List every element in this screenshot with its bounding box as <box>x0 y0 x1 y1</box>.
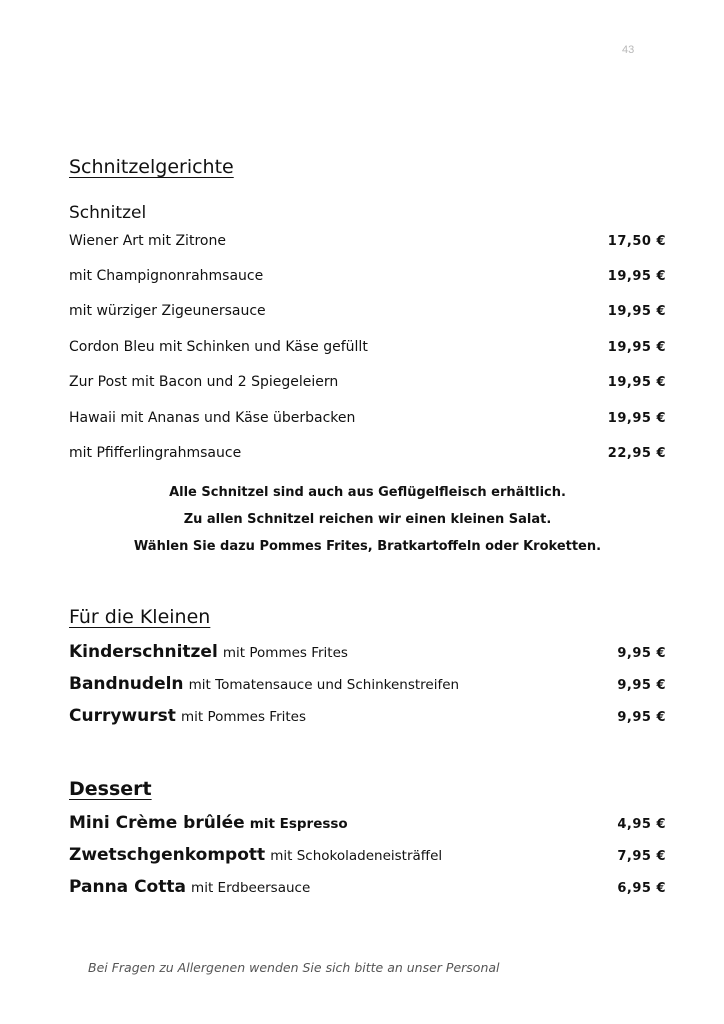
menu-item-detail: mit Erdbeersauce <box>191 880 311 896</box>
menu-item-price: 19,95 € <box>607 411 666 426</box>
menu-item-price: 19,95 € <box>607 375 666 390</box>
menu-item <box>69 303 666 325</box>
note-line: Wählen Sie dazu Pommes Frites, Bratkartoffeln oder Kroketten. <box>133 539 602 554</box>
menu-item-name: Mini Crème brûlée <box>69 813 245 833</box>
menu-item-price: 4,95 € <box>617 817 666 832</box>
menu-item-label <box>69 674 459 694</box>
menu-item-label <box>69 706 306 726</box>
menu-item-detail: mit Pommes Frites <box>180 709 307 725</box>
menu-item-price: 17,50 € <box>607 234 666 249</box>
menu-item-price: 19,95 € <box>607 269 666 284</box>
menu-item-label <box>69 845 442 865</box>
allergen-footer-note: Bei Fragen zu Allergenen wenden Sie sich bitte an unser Personal <box>88 960 500 975</box>
menu-item-detail: mit Tomatensauce und Schinkenstreifen <box>188 677 460 693</box>
menu-item-name: Zwetschgenkompott <box>69 845 266 865</box>
menu-item-name: Wiener Art mit Zitrone <box>69 233 226 249</box>
menu-item <box>69 706 666 728</box>
menu-item-name: Hawaii mit Ananas und Käse überbacken <box>69 410 356 426</box>
menu-item-price: 9,95 € <box>617 678 666 693</box>
menu-item <box>69 410 666 432</box>
section-title-kids: Für die Kleinen <box>69 606 211 628</box>
menu-item-price: 6,95 € <box>617 881 666 896</box>
menu-item-name: mit Champignonrahmsauce <box>69 268 264 284</box>
menu-item-price: 22,95 € <box>607 446 666 461</box>
menu-item-detail: mit Schokoladeneisträffel <box>270 848 443 864</box>
menu-item-name: Bandnudeln <box>69 674 184 694</box>
menu-item-label <box>69 877 310 897</box>
menu-item <box>69 845 666 867</box>
menu-item-name: Kinderschnitzel <box>69 642 218 662</box>
schnitzel-notes <box>69 479 666 560</box>
menu-item <box>69 374 666 396</box>
menu-item <box>69 642 666 664</box>
note-line: Zu allen Schnitzel reichen wir einen kleinen Salat. <box>183 512 552 527</box>
menu-item <box>69 674 666 696</box>
menu-item-price: 9,95 € <box>617 710 666 725</box>
page-number: 43 <box>622 44 635 56</box>
section-title-dessert: Dessert <box>69 778 152 800</box>
menu-item-name: mit Pfifferlingrahmsauce <box>69 445 242 461</box>
menu-item-name: Panna Cotta <box>69 877 186 897</box>
menu-item <box>69 445 666 467</box>
subsection-title-schnitzel: Schnitzel <box>69 203 147 223</box>
menu-item <box>69 268 666 290</box>
menu-item-label <box>69 642 348 662</box>
menu-item <box>69 877 666 899</box>
menu-item-label <box>69 813 348 833</box>
menu-item-name: Currywurst <box>69 706 176 726</box>
menu-item-detail: mit Pommes Frites <box>222 645 348 661</box>
menu-item-price: 19,95 € <box>607 340 666 355</box>
menu-item-name: mit würziger Zigeunersauce <box>69 303 266 319</box>
menu-item <box>69 233 666 255</box>
menu-item-price: 19,95 € <box>607 304 666 319</box>
menu-item-name: Cordon Bleu mit Schinken und Käse gefüllt <box>69 339 368 355</box>
menu-item-detail: mit Espresso <box>249 816 348 832</box>
menu-item <box>69 813 666 835</box>
menu-item-price: 7,95 € <box>617 849 666 864</box>
section-title-schnitzelgerichte: Schnitzelgerichte <box>69 156 234 178</box>
menu-item-name: Zur Post mit Bacon und 2 Spiegeleiern <box>69 374 339 390</box>
menu-item <box>69 339 666 361</box>
menu-item-price: 9,95 € <box>617 646 666 661</box>
note-line: Alle Schnitzel sind auch aus Geflügelfleisch erhältlich. <box>169 485 566 500</box>
